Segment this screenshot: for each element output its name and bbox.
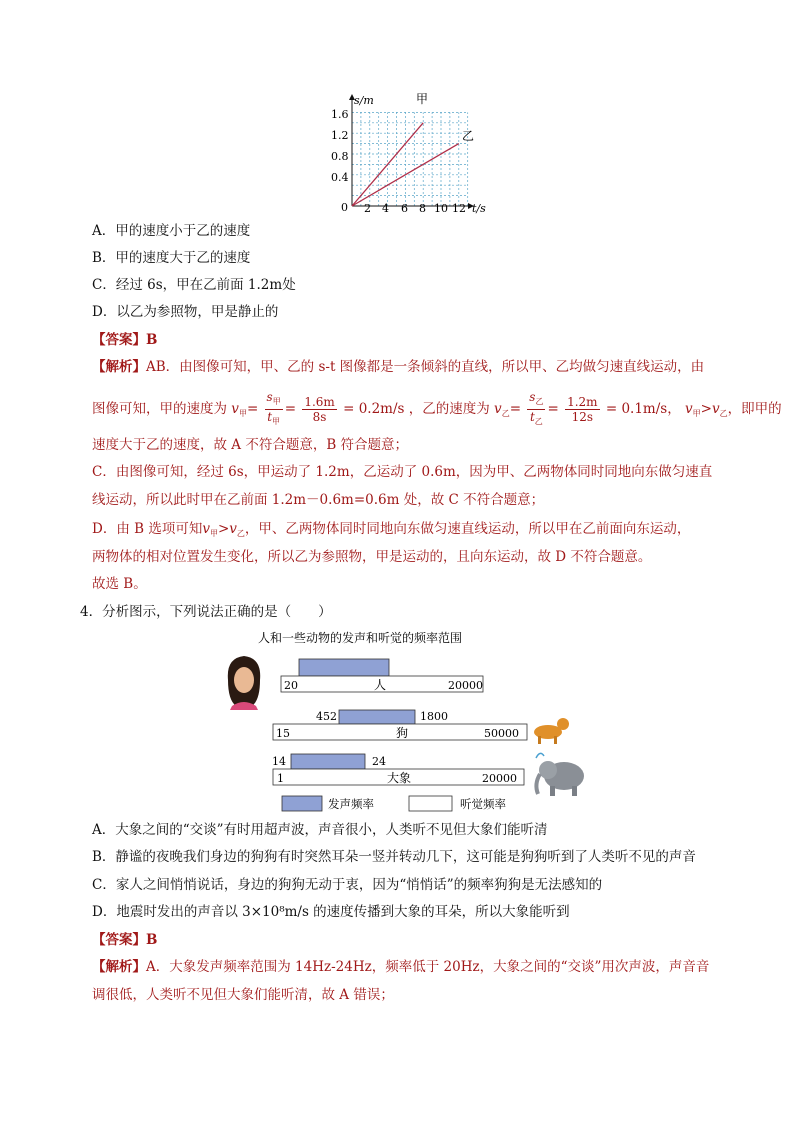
legend-hearing-swatch bbox=[409, 796, 452, 811]
fraction: $\frac{s_乙}{t_乙}$ bbox=[529, 390, 544, 426]
fraction: $\frac{1.6m}{8s}$ bbox=[304, 395, 335, 424]
origin-label: 0 bbox=[341, 201, 348, 214]
q3-option-c: C．经过 6s，甲在乙前面 1.2m处 bbox=[92, 277, 296, 293]
woman-icon bbox=[228, 656, 260, 710]
q4-stem: 4．分析图示，下列说法正确的是（ ） bbox=[80, 604, 332, 620]
line-yi-label: 乙 bbox=[462, 129, 475, 143]
elephant-voice-low: 14 bbox=[272, 755, 286, 768]
human-high: 20000 bbox=[448, 679, 483, 692]
elephant-low: 1 bbox=[277, 772, 284, 785]
y-tick: 0.8 bbox=[331, 150, 349, 163]
s-t-graph bbox=[330, 92, 490, 216]
dog-voice-bar bbox=[339, 710, 415, 724]
elephant-voice-high: 24 bbox=[372, 755, 386, 768]
elephant-voice-bar bbox=[291, 754, 365, 769]
q3-analysis-line-5: 线运动，所以此时甲在乙前面 1.2m－0.6m=0.6m 处，故 C 不符合题意； bbox=[92, 492, 545, 508]
legend-voice-swatch bbox=[282, 796, 322, 811]
q3-analysis-line-4: C．由图像可知，经过 6s，甲运动了 1.2m，乙运动了 0.6m，因为甲、乙两物体同时同地向东做匀速直 bbox=[92, 464, 713, 480]
elephant-label: 大象 bbox=[387, 771, 412, 785]
speed-jia: = 0.2m/s bbox=[343, 401, 405, 417]
dog-high: 50000 bbox=[484, 727, 519, 740]
q3-answer: 【答案】B bbox=[92, 332, 158, 348]
q3-analysis-line-7: 两物体的相对位置发生变化，所以乙为参照物，甲是运动的，且向东运动，故 D 不符合题意。 bbox=[92, 549, 652, 565]
q3-analysis-line-3: 速度大于乙的速度，故 A 不符合题意，B 符合题意； bbox=[92, 437, 409, 453]
q4-option-b: B．静谧的夜晚我们身边的狗狗有时突然耳朵一竖并转动几下，这可能是狗狗听到了人类听不见的声音 bbox=[92, 849, 696, 865]
figure-title: 人和一些动物的发声和听觉的频率范围 bbox=[258, 631, 463, 645]
human-voice-bar bbox=[299, 659, 389, 676]
dog-voice-low: 452 bbox=[316, 710, 337, 723]
speed-yi: = 0.1m/s bbox=[605, 401, 668, 417]
frequency-range-figure bbox=[222, 628, 592, 818]
human-low: 20 bbox=[284, 679, 298, 692]
dog-icon bbox=[534, 718, 569, 744]
dog-label: 狗 bbox=[396, 726, 409, 740]
x-tick: 4 bbox=[382, 202, 389, 215]
dog-voice-high: 1800 bbox=[420, 710, 448, 723]
q3-analysis-line-1 bbox=[92, 358, 704, 376]
x-tick: 6 bbox=[401, 202, 408, 215]
q4-answer: 【答案】B bbox=[92, 932, 158, 948]
x-axis-label: t/s bbox=[472, 202, 486, 215]
legend-hearing-label: 听觉频率 bbox=[460, 797, 506, 811]
analysis-text: ，即甲的 bbox=[727, 401, 782, 417]
analysis-tag: 【解析】 bbox=[92, 359, 146, 375]
q3-option-b: B．甲的速度大于乙的速度 bbox=[92, 250, 251, 266]
analysis-text: AB．由图像可知，甲、乙的 s-t 图像都是一条倾斜的直线，所以甲、乙均做匀速直线运动，由 bbox=[146, 359, 705, 375]
q4-analysis-line-2: 调很低，人类听不见但大象们能听清，故 A 错误； bbox=[92, 987, 394, 1003]
fraction: $\frac{1.2m}{12s}$ bbox=[567, 395, 598, 424]
q4-analysis-line-1: 【解析】A．大象发声频率范围为 14Hz-24Hz，频率低于 20Hz，大象之间的“交谈”用次声波，声音音 bbox=[92, 959, 710, 975]
q4-option-d: D．地震时发出的声音以 3×10⁸m/s 的速度传播到大象的耳朵，所以大象能听到 bbox=[92, 904, 570, 920]
y-tick: 0.4 bbox=[331, 171, 349, 184]
y-axis-label: s/m bbox=[354, 94, 374, 107]
human-label: 人 bbox=[374, 678, 387, 692]
x-tick: 2 bbox=[364, 202, 371, 215]
q4-option-c: C．家人之间悄悄说话，身边的狗狗无动于衷，因为“悄悄话”的频率狗狗是无法感知的 bbox=[92, 877, 603, 893]
analysis-text: 图像可知，甲的速度为 bbox=[92, 401, 227, 417]
legend-voice-label: 发声频率 bbox=[328, 797, 374, 811]
q3-analysis-line-6: D．由 B 选项可知$v_甲>v_乙$，甲、乙两物体同时同地向东做匀速直线运动，所以甲在乙前面向东运动， bbox=[92, 521, 691, 538]
x-tick: 8 bbox=[419, 202, 426, 215]
q4-option-a: A．大象之间的“交谈”有时用超声波，声音很小，人类听不见但大象们能听清 bbox=[92, 822, 548, 838]
x-tick: 10 bbox=[434, 202, 448, 215]
elephant-icon bbox=[536, 753, 584, 796]
dog-low: 15 bbox=[276, 727, 290, 740]
x-tick: 12 bbox=[452, 202, 466, 215]
elephant-high: 20000 bbox=[482, 772, 517, 785]
q3-option-a: A．甲的速度小于乙的速度 bbox=[92, 223, 251, 239]
q3-analysis-line-2: 图像可知，甲的速度为 $v_甲=$ $\frac{s_甲}{t_甲}$ = $\frac{1.6m}{8s}$ = 0.2m/s ，乙的速度为 $v_乙=$ $\frac{s_乙}{t_乙}$ = $\frac{1.2m}{12s}$ = 0.1m/s， $v_甲>v_乙$，即甲的 bbox=[92, 390, 782, 429]
y-tick: 1.2 bbox=[331, 129, 349, 142]
q3-analysis-line-8: 故选 B。 bbox=[92, 576, 147, 592]
line-jia-label: 甲 bbox=[416, 92, 429, 106]
fraction: $\frac{s_甲}{t_甲}$ bbox=[266, 390, 281, 426]
analysis-text: ，乙的速度为 bbox=[408, 401, 490, 417]
y-tick: 1.6 bbox=[331, 108, 349, 121]
q3-option-d: D．以乙为参照物，甲是静止的 bbox=[92, 304, 279, 320]
